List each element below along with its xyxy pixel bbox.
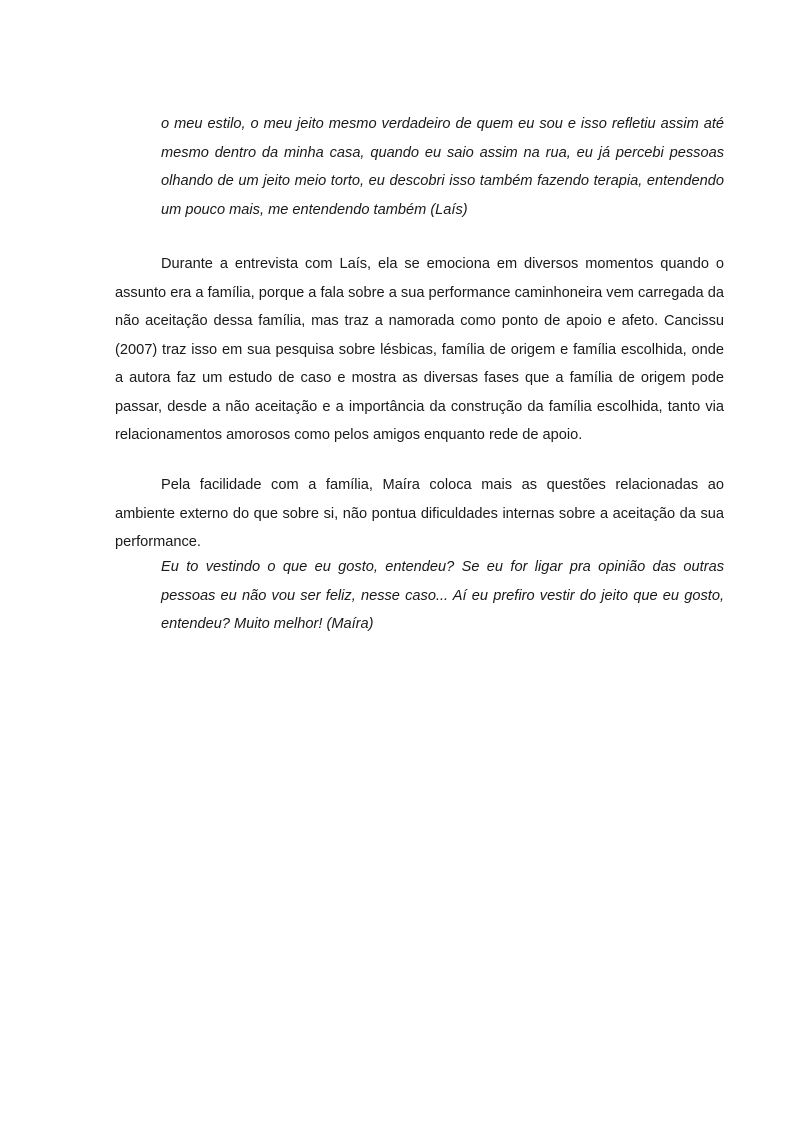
paragraph-maira-family: Pela facilidade com a família, Maíra coloca mais as questões relacionadas ao ambiente externo do que sobre si, não pontua dificuldades internas sobre a aceitação da sua performance. <box>115 477 724 550</box>
quote-lais: o meu estilo, o meu jeito mesmo verdadeiro de quem eu sou e isso refletiu assim até mesmo dentro da minha casa, quando eu saio assim na rua, eu já percebi pessoas olhando de um jeito meio torto, eu descobri isso também fazendo terapia, entendendo um pouco mais, me entendendo também (Laís) <box>161 116 724 218</box>
quote-maira: Eu to vestindo o que eu gosto, entendeu? Se eu for ligar pra opinião das outras pessoas eu não vou ser feliz, nesse caso... Aí eu prefiro vestir do jeito que eu gosto, entendeu? Muito melhor! (Maíra) <box>161 559 724 632</box>
paragraph-lais-family: Durante a entrevista com Laís, ela se emociona em diversos momentos quando o assunto era a família, porque a fala sobre a sua performance caminhoneira vem carregada da não aceitação dessa família, mas traz a namorada como ponto de apoio e afeto. Cancissu (2007) traz isso em sua pesquisa sobre lésbicas, família de origem e família escolhida, onde a autora faz um estudo de caso e mostra as diversas fases que a família de origem pode passar, desde a não aceitação e a importância da construção da família escolhida, tanto via relacionamentos amorosos como pelos amigos enquanto rede de apoio. <box>115 256 724 443</box>
